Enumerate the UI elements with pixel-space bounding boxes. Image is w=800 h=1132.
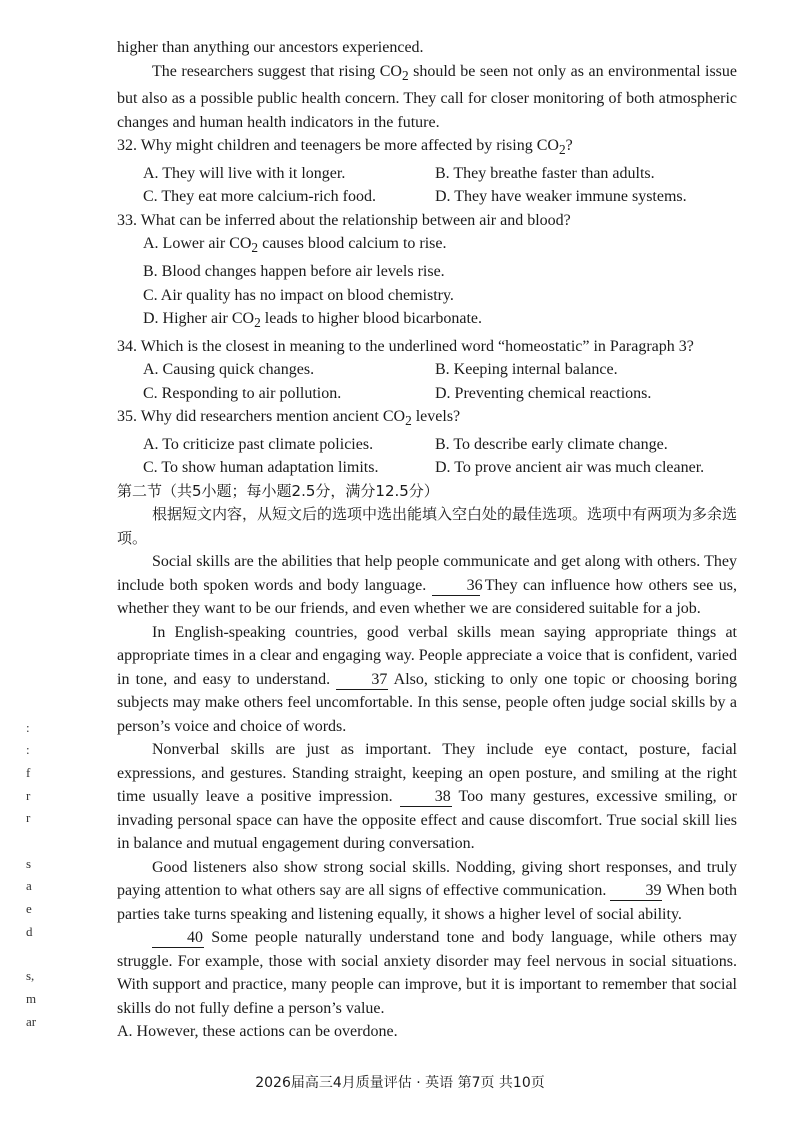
- blank-36[interactable]: 36: [432, 577, 480, 596]
- option-row: [117, 433, 737, 457]
- text: leads to higher blood bicarbonate.: [260, 310, 483, 328]
- text: ?: [565, 137, 573, 155]
- text: should be seen not only as an environmental issue but also as a possible public health concern. They call for closer monitoring of both atmospheric changes and human health indicators in the future.: [117, 62, 738, 131]
- option-a[interactable]: A. Causing quick changes.: [143, 361, 315, 379]
- option-a[interactable]: [117, 232, 737, 260]
- subscript: 2: [254, 315, 261, 331]
- text: The researchers suggest that rising CO: [152, 62, 402, 80]
- option-c[interactable]: C. They eat more calcium-rich food.: [143, 188, 376, 206]
- option-row: [117, 358, 737, 382]
- passage-paragraph: [117, 621, 737, 739]
- exam-page: [117, 36, 737, 1044]
- option-b[interactable]: B. Blood changes happen before air levels rise.: [143, 263, 445, 281]
- option-d[interactable]: D. Preventing chemical reactions.: [435, 384, 652, 402]
- edge-fragment: s,: [26, 968, 35, 983]
- page-footer: 2026届高三4月质量评估 · 英语 第7页 共10页: [255, 1075, 545, 1091]
- text: Social skills are the abilities that help people communicate and get along with others. They include both spoken words and body language.: [117, 553, 737, 594]
- edge-fragment: a: [26, 878, 32, 893]
- blank-38[interactable]: 38: [400, 788, 452, 807]
- text: A. Lower air CO: [143, 235, 252, 253]
- text: In English-speaking countries, good verbal skills mean saying appropriate things at appropriate times in a clear and engaging way. People appreciate a voice that is confident, varied in tone, and easy to understand.: [117, 623, 737, 688]
- text: causes blood calcium to rise.: [258, 235, 447, 253]
- option-b[interactable]: B. They breathe faster than adults.: [435, 164, 655, 182]
- subscript: 2: [251, 240, 259, 256]
- option-d[interactable]: D. To prove ancient air was much cleaner.: [435, 459, 705, 477]
- text: levels?: [411, 408, 461, 426]
- option-b[interactable]: B. To describe early climate change.: [435, 435, 668, 453]
- text: D. Higher air CO: [143, 310, 255, 328]
- option-b[interactable]: B. Keeping internal balance.: [435, 361, 618, 379]
- option-row: [117, 185, 737, 209]
- text: 32. Why might children and teenagers be more affected by rising CO: [117, 137, 559, 155]
- option-a[interactable]: A. They will live with it longer.: [143, 164, 346, 182]
- blank-39[interactable]: 39: [610, 882, 662, 901]
- passage-paragraph: [117, 738, 737, 856]
- text: Too many gestures, excessive smiling, or invading personal space can have the opposite effect and cause discomfort. True social skill lies in balance and mutual engagement during conversation.: [117, 788, 738, 853]
- edge-fragment: r: [26, 788, 31, 803]
- option-d[interactable]: D. They have weaker immune systems.: [435, 188, 687, 206]
- blank-40[interactable]: 40: [152, 929, 204, 948]
- passage-paragraph: [117, 550, 737, 621]
- section-header: 第二节（共5小题；每小题2.5分，满分12.5分）: [117, 481, 439, 500]
- passage-paragraph: [117, 856, 737, 927]
- option-a[interactable]: A. To criticize past climate policies.: [143, 435, 374, 453]
- subscript: 2: [401, 67, 409, 83]
- text: Good listeners also show strong social skills. Nodding, giving short responses, and truly paying attention to what others say are all signs of effective communication.: [117, 858, 737, 900]
- option-row: [117, 382, 737, 406]
- section-instruction: 根据短文内容，从短文后的选项中选出能填入空白处的最佳选项。选项中有两项为多余选项。: [117, 505, 738, 547]
- option-d[interactable]: [117, 307, 737, 335]
- question-32: [117, 134, 737, 209]
- edge-fragment: d: [26, 924, 33, 939]
- passage-paragraph: [117, 60, 737, 135]
- text: When both parties take turns speaking and listening equally, it shows a higher level of social ability.: [117, 882, 738, 923]
- edge-fragment: ar: [26, 1014, 37, 1029]
- blank-37[interactable]: 37: [336, 671, 388, 690]
- question-stem: 34. Which is the closest in meaning to the underlined word “homeostatic” in Paragraph 3?: [117, 337, 694, 355]
- question-stem: [117, 405, 737, 433]
- edge-fragment: r: [26, 810, 31, 825]
- passage-paragraph: [117, 926, 737, 1020]
- edge-fragment: s: [26, 856, 32, 871]
- text: Nonverbal skills are just as important. They include eye contact, posture, facial expressions, and gestures. Standing straight, keeping an open posture, and smiling at the right time usually leave a positive impression.: [117, 741, 737, 806]
- question-35: [117, 405, 737, 480]
- option-row: [117, 456, 737, 480]
- edge-fragment: :: [26, 720, 30, 735]
- edge-fragment: f: [26, 765, 31, 780]
- question-stem: 33. What can be inferred about the relationship between air and blood?: [117, 211, 571, 229]
- edge-fragment: e: [26, 901, 32, 916]
- question-34: [117, 335, 737, 406]
- text: They can influence how others see us, whether they want to be our friends, and even whether we are considered suitable for a job.: [117, 576, 738, 618]
- question-33: [117, 209, 737, 335]
- option-c[interactable]: C. To show human adaptation limits.: [143, 459, 379, 477]
- passage-last-line: higher than anything our ancestors experienced.: [117, 39, 424, 56]
- edge-fragment: m: [26, 991, 37, 1006]
- text: 35. Why did researchers mention ancient CO: [117, 408, 406, 426]
- edge-fragment: :: [26, 742, 30, 757]
- option-row: [117, 162, 737, 186]
- answer-option-a: A. However, these actions can be overdone.: [117, 1023, 398, 1041]
- subscript: 2: [405, 413, 412, 429]
- question-stem: [117, 134, 737, 162]
- subscript: 2: [558, 142, 566, 158]
- text: Also, sticking to only one topic or choosing boring subjects may make others feel uncomfortable. In this sense, people often judge social skills by a person’s voice and choice of words.: [117, 670, 737, 735]
- option-c[interactable]: C. Responding to air pollution.: [143, 384, 342, 402]
- option-c[interactable]: C. Air quality has no impact on blood chemistry.: [143, 286, 454, 304]
- text: Some people naturally understand tone and body language, while others may struggle. For example, those with social anxiety disorder may feel nervous in social situations. With support and practice, many people can improve, but it is important to remember that social skills do not fully define a person’s value.: [117, 929, 737, 1017]
